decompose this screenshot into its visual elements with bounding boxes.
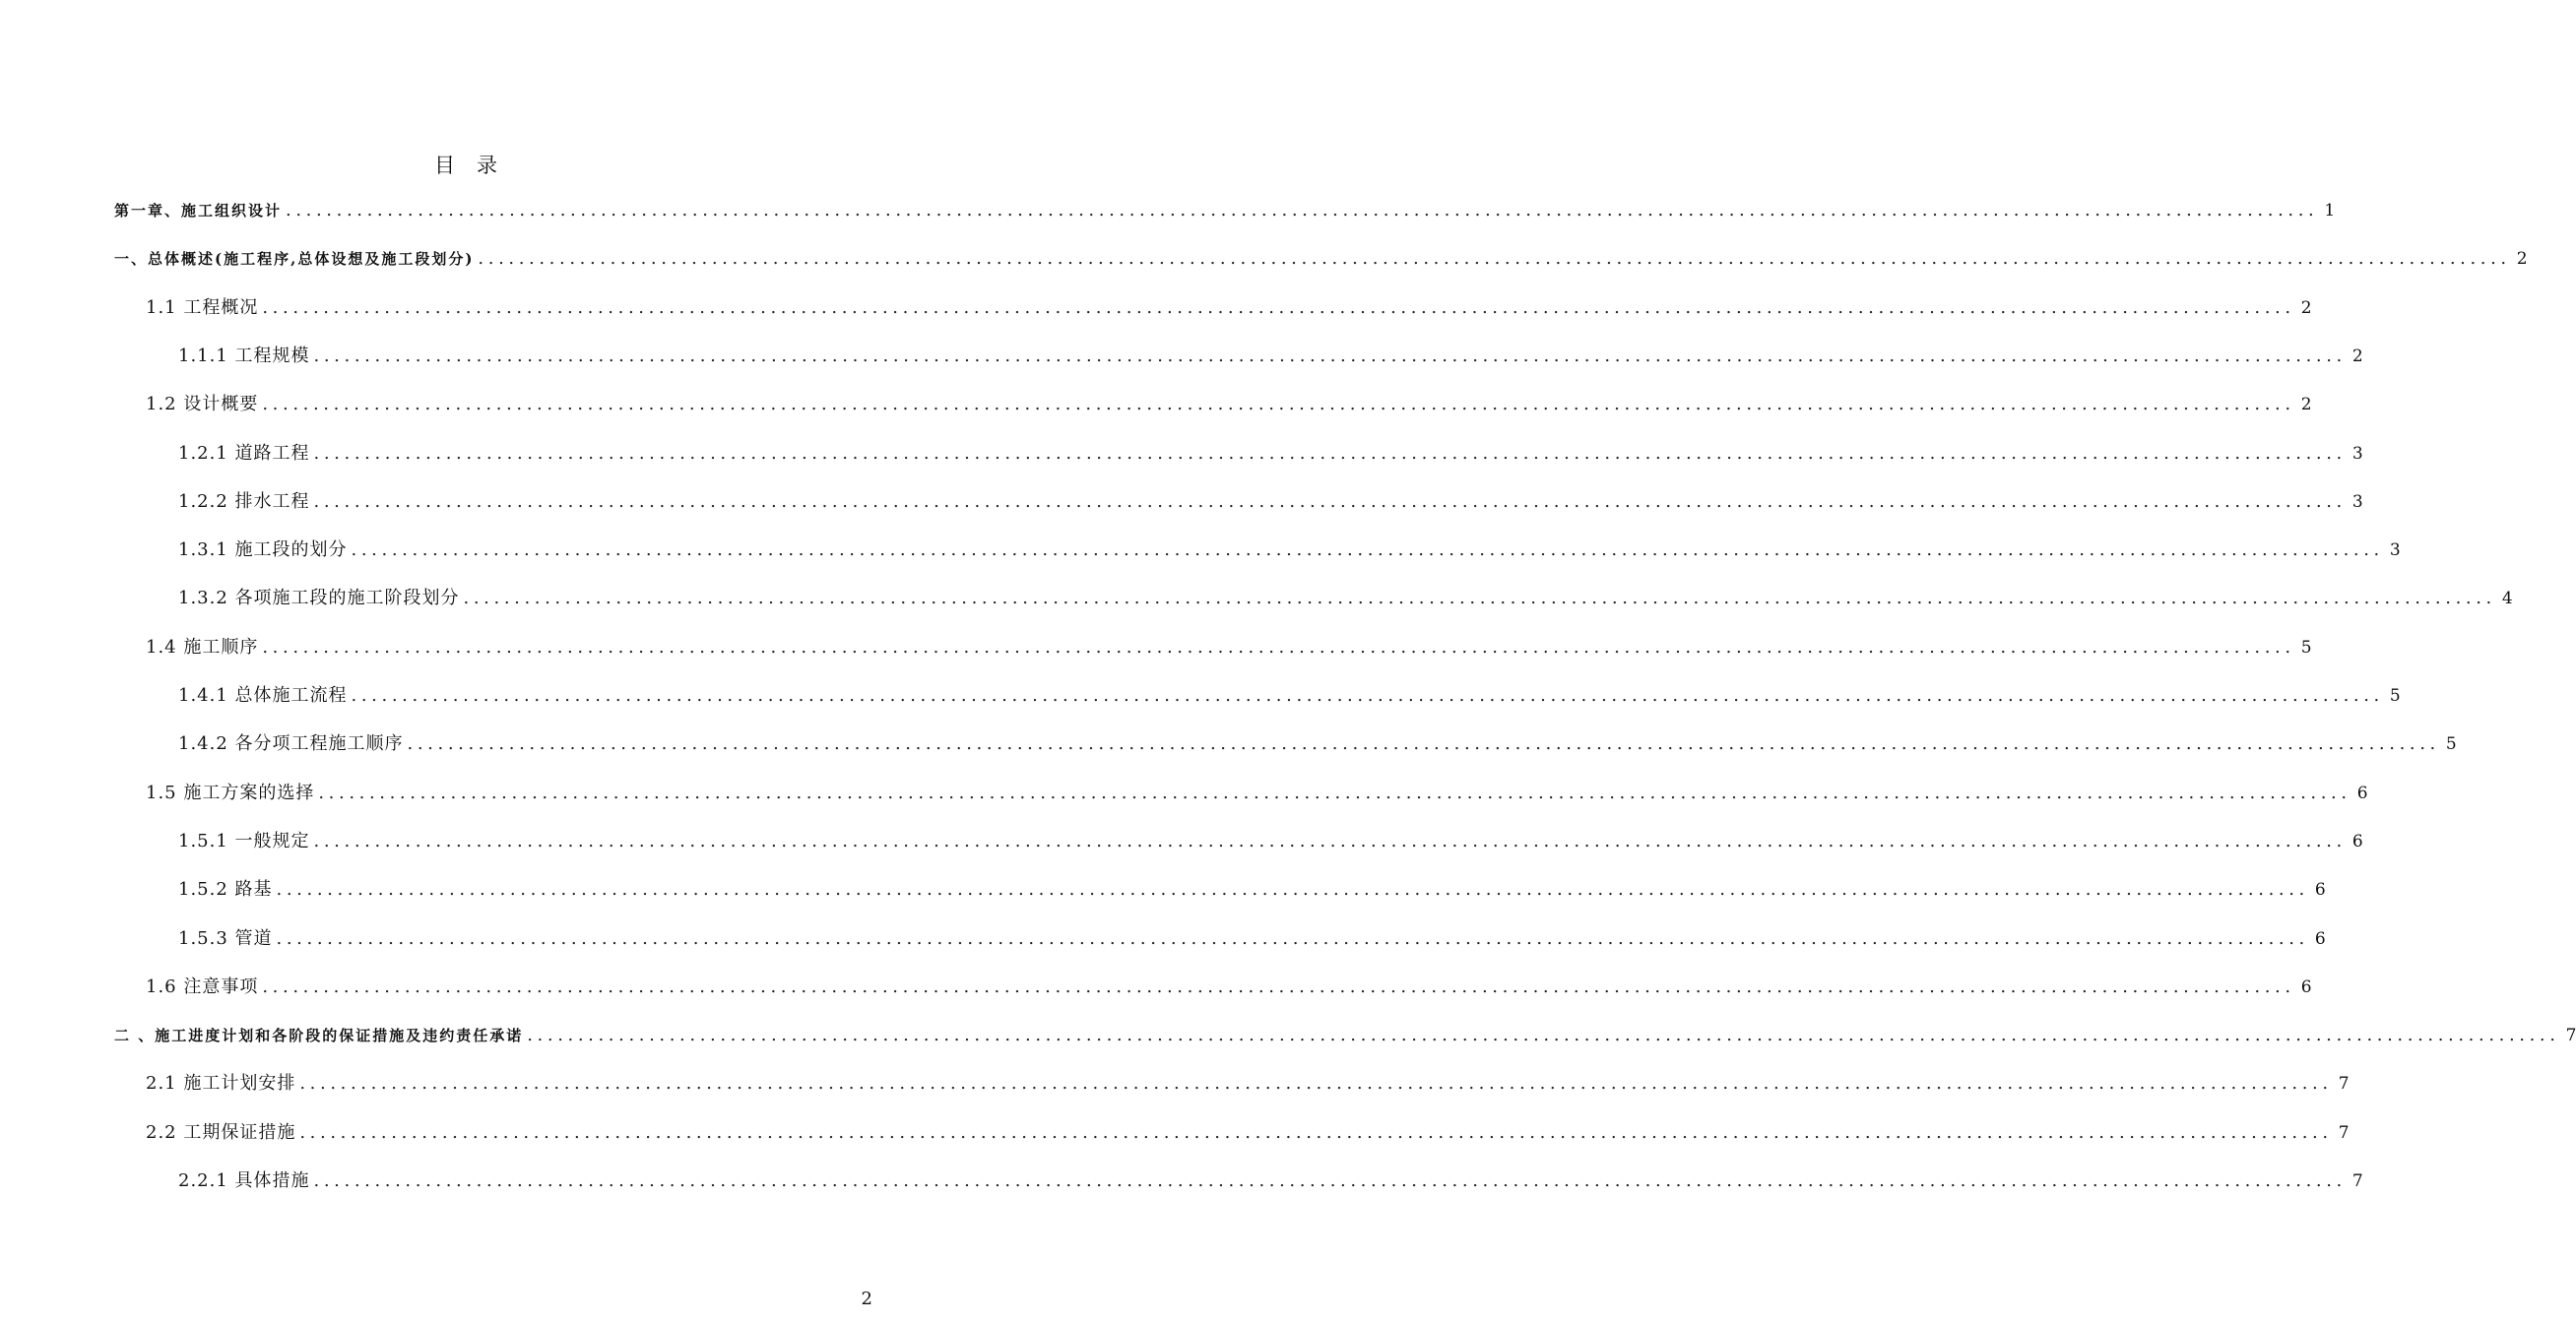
toc-entry[interactable] bbox=[178, 827, 2363, 856]
toc-entry-page: 2 bbox=[2300, 297, 2312, 318]
toc-entry[interactable] bbox=[146, 633, 2312, 662]
toc-entry-page: 4 bbox=[2501, 589, 2513, 609]
toc-entry-label: 1.5.3 管道 bbox=[178, 927, 273, 949]
toc-entry-label: 二 、施工进度计划和各阶段的保证措施及违约责任承诺 bbox=[114, 1027, 524, 1045]
toc-entry[interactable] bbox=[178, 487, 2363, 517]
toc-entry-label: 1.2.1 道路工程 bbox=[178, 442, 310, 464]
toc-entry[interactable] bbox=[146, 293, 2312, 323]
toc-entry-label: 2.2 工期保证措施 bbox=[146, 1121, 296, 1143]
toc-title: 目录 bbox=[434, 154, 519, 177]
toc-entry-label: 1.5.2 路基 bbox=[178, 879, 273, 901]
toc-entry-page: 6 bbox=[2314, 928, 2326, 949]
toc-entry-page: 3 bbox=[2351, 491, 2363, 512]
toc-entry-label: 1.4.1 总体施工流程 bbox=[178, 685, 348, 706]
toc-leader-dots: ........................................................................................................................................................................................................ bbox=[276, 879, 2309, 901]
toc-entry-label: 1.1 工程概况 bbox=[146, 296, 259, 318]
toc-leader-dots: ........................................................................................................................................................................................................ bbox=[262, 296, 2295, 318]
toc-entry-page: 7 bbox=[2338, 1074, 2350, 1095]
toc-leader-dots: ........................................................................................................................................................................................................ bbox=[299, 1121, 2333, 1143]
toc-entry-page: 6 bbox=[2356, 783, 2368, 803]
page-number: 2 bbox=[861, 1289, 872, 1309]
toc-entry-label: 1.5 施工方案的选择 bbox=[146, 782, 315, 803]
toc-entry[interactable] bbox=[178, 875, 2326, 905]
toc-entry-page: 6 bbox=[2314, 880, 2326, 901]
toc-entry-label: 1.6 注意事项 bbox=[146, 976, 259, 997]
toc-entry-label: 1.1.1 工程规模 bbox=[178, 345, 310, 366]
toc-entry-page: 5 bbox=[2389, 686, 2401, 706]
toc-entry[interactable] bbox=[114, 244, 2528, 274]
toc-entry-label: 2.2.1 具体措施 bbox=[178, 1170, 310, 1191]
toc-leader-dots: ........................................................................................................................................................................................................ bbox=[527, 1025, 2560, 1046]
toc-leader-dots: ........................................................................................................................................................................................................ bbox=[463, 588, 2496, 609]
toc-entry-label: 1.4 施工顺序 bbox=[146, 636, 259, 658]
toc-entry-page: 2 bbox=[2351, 346, 2363, 366]
toc-entry-page: 6 bbox=[2351, 831, 2363, 851]
toc-entry[interactable] bbox=[178, 729, 2457, 759]
toc-entry-label: 1.5.1 一般规定 bbox=[178, 830, 310, 851]
toc-leader-dots: ........................................................................................................................................................................................................ bbox=[276, 927, 2309, 949]
toc-leader-dots: ........................................................................................................................................................................................................ bbox=[262, 636, 2295, 658]
toc-leader-dots: ........................................................................................................................................................................................................ bbox=[351, 685, 2384, 706]
toc-entry[interactable] bbox=[114, 1021, 2576, 1050]
toc-leader-dots: ........................................................................................................................................................................................................ bbox=[299, 1073, 2333, 1095]
toc-entry[interactable] bbox=[146, 1118, 2350, 1148]
toc-entry[interactable] bbox=[146, 973, 2312, 1002]
toc-entry-page: 7 bbox=[2351, 1171, 2363, 1191]
toc-entry[interactable] bbox=[146, 390, 2312, 419]
toc-entry-page: 7 bbox=[2338, 1122, 2350, 1143]
toc-entry-page: 2 bbox=[2516, 249, 2528, 270]
toc-entry[interactable] bbox=[178, 342, 2363, 371]
toc-entry[interactable] bbox=[178, 681, 2401, 711]
toc-entry[interactable] bbox=[178, 1166, 2363, 1196]
toc-leader-dots: ........................................................................................................................................................................................................ bbox=[313, 345, 2347, 366]
toc-entry-page: 5 bbox=[2300, 637, 2312, 658]
toc-entry-label: 第一章、施工组织设计 bbox=[114, 202, 283, 220]
toc-leader-dots: ........................................................................................................................................................................................................ bbox=[286, 200, 2319, 220]
toc-entry-label: 2.1 施工计划安排 bbox=[146, 1073, 296, 1095]
toc-entry-label: 1.2.2 排水工程 bbox=[178, 490, 310, 512]
toc-entry[interactable] bbox=[146, 779, 2368, 808]
toc-leader-dots: ........................................................................................................................................................................................................ bbox=[313, 1170, 2347, 1191]
toc-entry-page: 3 bbox=[2351, 443, 2363, 464]
toc-entry[interactable] bbox=[114, 196, 2336, 225]
toc-entry-page: 6 bbox=[2300, 976, 2312, 997]
toc-entry-label: 一、总体概述(施工程序,总体设想及施工段划分) bbox=[114, 250, 475, 269]
toc-entry-label: 1.3.1 施工段的划分 bbox=[178, 539, 348, 561]
toc-leader-dots: ........................................................................................................................................................................................................ bbox=[478, 248, 2511, 270]
toc-leader-dots: ........................................................................................................................................................................................................ bbox=[318, 782, 2351, 803]
toc-entry-page: 7 bbox=[2565, 1026, 2576, 1046]
toc-entry[interactable] bbox=[146, 1069, 2350, 1099]
toc-leader-dots: ........................................................................................................................................................................................................ bbox=[262, 394, 2295, 415]
toc-entry-page: 1 bbox=[2324, 201, 2336, 220]
toc-leader-dots: ........................................................................................................................................................................................................ bbox=[351, 539, 2384, 561]
toc-leader-dots: ........................................................................................................................................................................................................ bbox=[313, 830, 2347, 851]
toc-entry-page: 2 bbox=[2300, 395, 2312, 415]
toc-entry-page: 3 bbox=[2389, 540, 2401, 561]
toc-entry-label: 1.4.2 各分项工程施工顺序 bbox=[178, 733, 404, 755]
toc-entry-label: 1.3.2 各项施工段的施工阶段划分 bbox=[178, 588, 460, 609]
toc-entry[interactable] bbox=[178, 924, 2326, 954]
toc-entry[interactable] bbox=[178, 439, 2363, 469]
toc-leader-dots: ........................................................................................................................................................................................................ bbox=[313, 442, 2347, 464]
toc-entry[interactable] bbox=[178, 584, 2513, 613]
toc-leader-dots: ........................................................................................................................................................................................................ bbox=[407, 733, 2440, 755]
toc-leader-dots: ........................................................................................................................................................................................................ bbox=[313, 490, 2347, 512]
toc-entry[interactable] bbox=[178, 536, 2401, 565]
toc-entry-page: 5 bbox=[2445, 734, 2457, 755]
toc-entry-label: 1.2 设计概要 bbox=[146, 394, 259, 415]
toc-leader-dots: ........................................................................................................................................................................................................ bbox=[262, 976, 2295, 997]
